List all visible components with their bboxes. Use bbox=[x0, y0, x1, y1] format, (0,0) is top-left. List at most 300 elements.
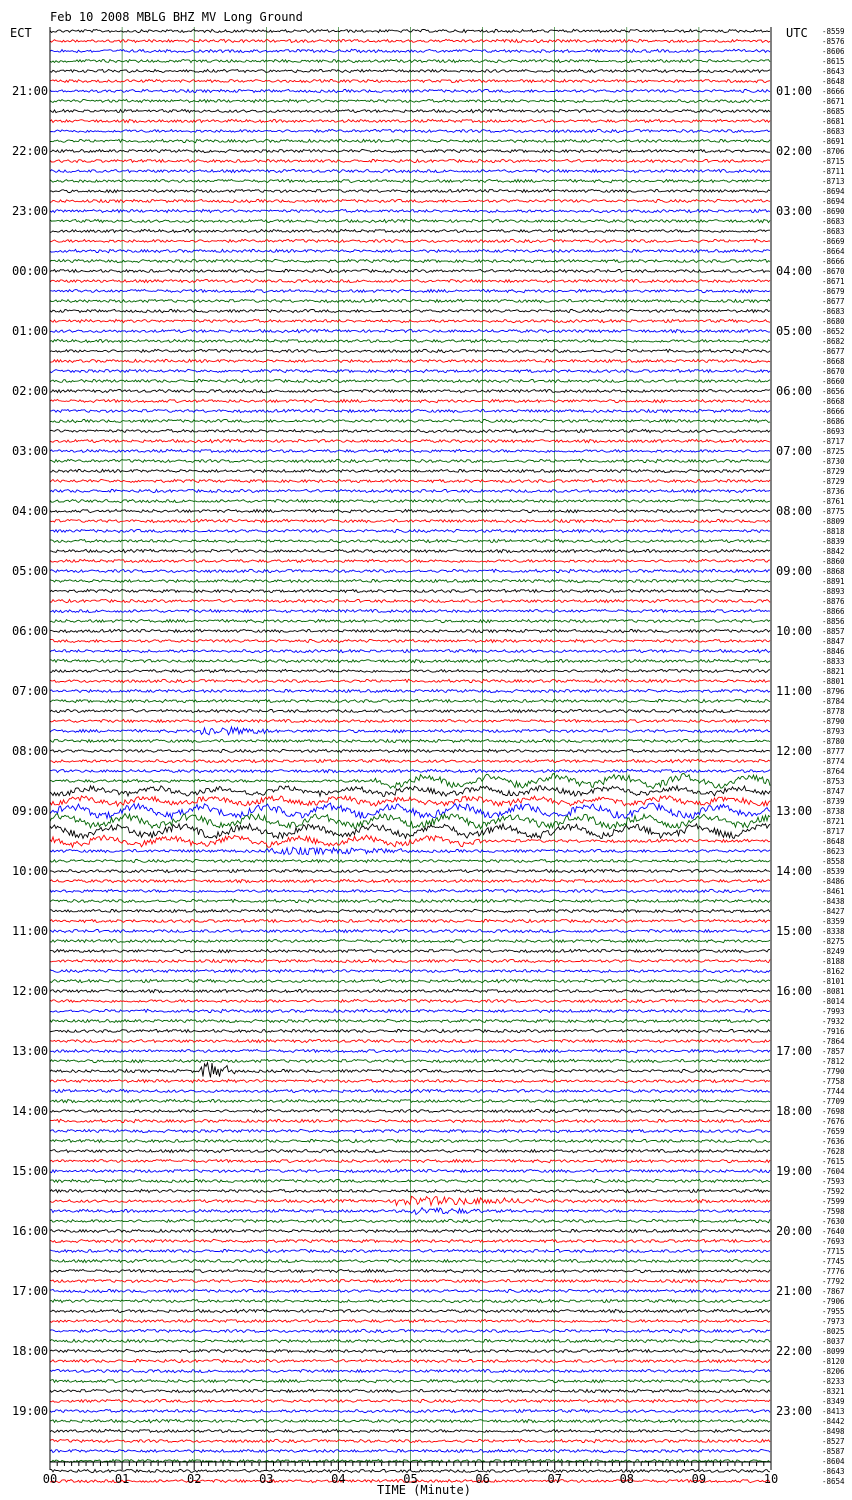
left-axis-label: ECT bbox=[10, 26, 32, 40]
left-hour-label: 23:00 bbox=[12, 204, 49, 218]
seismic-trace bbox=[50, 289, 770, 292]
trace-value-label: -7715 bbox=[822, 1247, 845, 1256]
seismic-trace bbox=[50, 199, 770, 202]
x-tick-label: 08 bbox=[619, 1472, 635, 1486]
seismic-trace bbox=[50, 609, 770, 612]
seismic-trace bbox=[50, 1219, 770, 1222]
seismic-trace bbox=[50, 339, 770, 342]
trace-value-label: -7776 bbox=[822, 1267, 845, 1276]
seismic-trace bbox=[50, 99, 770, 102]
trace-value-label: -8188 bbox=[822, 957, 845, 966]
left-hour-label: 11:00 bbox=[12, 924, 49, 938]
trace-value-label: -8736 bbox=[822, 487, 845, 496]
trace-value-label: -8793 bbox=[822, 727, 845, 736]
seismic-trace bbox=[50, 1169, 770, 1172]
trace-value-label: -8321 bbox=[822, 1387, 845, 1396]
trace-value-label: -8558 bbox=[822, 857, 845, 866]
seismic-trace bbox=[50, 699, 770, 702]
right-hour-label: 02:00 bbox=[776, 144, 813, 158]
seismic-trace bbox=[50, 1208, 770, 1215]
right-hour-label: 16:00 bbox=[776, 984, 813, 998]
trace-value-label: -8680 bbox=[822, 317, 845, 326]
x-tick-label: 02 bbox=[186, 1472, 202, 1486]
seismic-trace bbox=[50, 269, 770, 272]
left-hour-label: 18:00 bbox=[12, 1344, 49, 1358]
trace-value-label: -7745 bbox=[822, 1257, 845, 1266]
trace-value-label: -8677 bbox=[822, 347, 845, 356]
trace-value-label: -8856 bbox=[822, 617, 845, 626]
seismic-trace bbox=[50, 1389, 770, 1392]
seismic-trace bbox=[50, 579, 770, 582]
seismic-trace bbox=[50, 509, 770, 512]
seismic-trace bbox=[50, 979, 770, 982]
seismic-trace bbox=[50, 139, 770, 142]
seismic-trace bbox=[50, 379, 770, 382]
seismic-trace bbox=[50, 49, 770, 52]
x-tick-label: 05 bbox=[403, 1472, 418, 1486]
trace-value-label: -8162 bbox=[822, 967, 845, 976]
seismic-trace bbox=[50, 773, 770, 788]
seismic-trace bbox=[50, 629, 770, 632]
seismic-trace bbox=[50, 1289, 770, 1292]
seismic-trace bbox=[50, 759, 770, 762]
trace-value-labels bbox=[822, 27, 845, 1486]
trace-value-label: -8686 bbox=[822, 417, 845, 426]
seismic-trace bbox=[50, 1369, 770, 1372]
trace-value-label: -8761 bbox=[822, 497, 845, 506]
seismic-trace bbox=[50, 1196, 770, 1205]
trace-value-label: -8643 bbox=[822, 1467, 845, 1476]
trace-value-label: -8753 bbox=[822, 777, 845, 786]
trace-value-label: -8576 bbox=[822, 37, 845, 46]
right-hour-label: 22:00 bbox=[776, 1344, 813, 1358]
trace-value-label: -7640 bbox=[822, 1227, 845, 1236]
seismic-trace bbox=[50, 619, 770, 622]
trace-value-label: -8717 bbox=[822, 827, 845, 836]
right-hour-label: 05:00 bbox=[776, 324, 813, 338]
right-hour-label: 08:00 bbox=[776, 504, 813, 518]
x-tick-label: 10 bbox=[763, 1472, 779, 1486]
right-hour-label: 11:00 bbox=[776, 684, 813, 698]
seismic-trace bbox=[50, 659, 770, 662]
right-hour-label: 15:00 bbox=[776, 924, 813, 938]
seismic-trace bbox=[50, 1279, 770, 1282]
x-tick-label: 06 bbox=[475, 1472, 490, 1486]
seismic-trace bbox=[50, 1249, 770, 1252]
trace-value-label: -7598 bbox=[822, 1207, 845, 1216]
seismic-trace bbox=[50, 786, 770, 797]
x-tick-label: 00 bbox=[42, 1472, 58, 1486]
left-hour-label: 06:00 bbox=[12, 624, 49, 638]
trace-value-label: -7630 bbox=[822, 1217, 845, 1226]
trace-value-label: -8652 bbox=[822, 327, 845, 336]
seismic-trace bbox=[50, 1229, 770, 1232]
seismic-trace bbox=[50, 1269, 770, 1272]
right-hour-label: 23:00 bbox=[776, 1404, 813, 1418]
trace-value-label: -8338 bbox=[822, 927, 845, 936]
seismic-trace bbox=[50, 489, 770, 492]
trace-value-label: -7636 bbox=[822, 1137, 845, 1146]
x-tick-label: 03 bbox=[259, 1472, 274, 1486]
x-axis-ticks bbox=[43, 1462, 778, 1486]
trace-value-label: -8037 bbox=[822, 1337, 845, 1346]
seismic-trace bbox=[50, 459, 770, 462]
seismic-trace bbox=[50, 1009, 770, 1012]
seismic-trace bbox=[50, 259, 770, 262]
seismic-trace bbox=[50, 803, 770, 819]
trace-value-label: -8486 bbox=[822, 877, 845, 886]
trace-value-label: -8527 bbox=[822, 1437, 845, 1446]
seismic-trace bbox=[50, 649, 770, 652]
trace-value-label: -7676 bbox=[822, 1117, 845, 1126]
seismic-trace bbox=[50, 999, 770, 1002]
trace-value-label: -8081 bbox=[822, 987, 845, 996]
seismic-trace bbox=[50, 1159, 770, 1162]
seismic-trace bbox=[50, 1089, 770, 1092]
trace-value-label: -8648 bbox=[822, 837, 845, 846]
trace-value-label: -8893 bbox=[822, 587, 845, 596]
trace-value-label: -8790 bbox=[822, 717, 845, 726]
x-tick-label: 07 bbox=[547, 1472, 562, 1486]
seismic-trace bbox=[50, 439, 770, 442]
left-hour-label: 00:00 bbox=[12, 264, 49, 278]
seismic-trace bbox=[50, 1260, 770, 1263]
right-hour-label: 07:00 bbox=[776, 444, 813, 458]
seismic-trace bbox=[50, 959, 770, 962]
seismic-trace bbox=[50, 1309, 770, 1312]
right-hour-label: 12:00 bbox=[776, 744, 813, 758]
seismic-trace bbox=[50, 239, 770, 242]
chart-title: Feb 10 2008 MBLG BHZ MV Long Ground bbox=[50, 10, 303, 24]
trace-value-label: -8671 bbox=[822, 277, 845, 286]
right-hour-label: 19:00 bbox=[776, 1164, 813, 1178]
seismic-trace bbox=[50, 889, 770, 892]
seismic-trace bbox=[50, 559, 770, 562]
right-hour-label: 01:00 bbox=[776, 84, 813, 98]
seismic-trace bbox=[50, 599, 770, 602]
seismic-trace bbox=[50, 869, 770, 872]
x-axis-label: TIME (Minute) bbox=[377, 1483, 471, 1497]
trace-value-label: -8833 bbox=[822, 657, 845, 666]
seismic-trace bbox=[50, 1239, 770, 1242]
right-hour-label: 09:00 bbox=[776, 564, 813, 578]
seismic-trace bbox=[50, 69, 770, 72]
trace-value-label: -8666 bbox=[822, 87, 845, 96]
seismic-trace bbox=[50, 549, 770, 552]
seismic-trace bbox=[50, 1379, 770, 1382]
trace-value-label: -7744 bbox=[822, 1087, 845, 1096]
seismic-trace bbox=[50, 449, 770, 452]
seismic-trace bbox=[50, 749, 770, 752]
seismic-trace bbox=[50, 679, 770, 682]
trace-value-label: -7932 bbox=[822, 1017, 845, 1026]
seismic-trace bbox=[50, 1189, 770, 1192]
x-tick-label: 01 bbox=[114, 1472, 130, 1486]
trace-value-label: -8643 bbox=[822, 67, 845, 76]
trace-value-label: -8891 bbox=[822, 577, 845, 586]
trace-value-label: -7792 bbox=[822, 1277, 845, 1286]
seismic-trace bbox=[50, 280, 770, 283]
trace-value-label: -7916 bbox=[822, 1027, 845, 1036]
trace-value-label: -8846 bbox=[822, 647, 845, 656]
seismic-trace bbox=[50, 739, 770, 742]
seismic-trace bbox=[50, 309, 770, 312]
trace-value-label: -8442 bbox=[822, 1417, 845, 1426]
trace-value-label: -8774 bbox=[822, 757, 845, 766]
trace-value-label: -8691 bbox=[822, 137, 845, 146]
seismic-trace bbox=[50, 399, 770, 402]
trace-value-label: -8233 bbox=[822, 1377, 845, 1386]
seismic-trace bbox=[50, 1339, 770, 1342]
trace-value-label: -8671 bbox=[822, 97, 845, 106]
trace-value-label: -7906 bbox=[822, 1297, 845, 1306]
left-hour-label: 03:00 bbox=[12, 444, 49, 458]
seismic-trace bbox=[50, 319, 770, 322]
trace-value-label: -8498 bbox=[822, 1427, 845, 1436]
seismic-trace bbox=[50, 170, 770, 173]
seismic-trace bbox=[50, 1059, 770, 1062]
seismic-trace bbox=[50, 669, 770, 672]
seismic-trace bbox=[50, 1129, 770, 1132]
right-hour-label: 13:00 bbox=[776, 804, 813, 818]
seismic-trace bbox=[50, 930, 770, 933]
seismic-trace bbox=[50, 430, 770, 433]
trace-value-label: -8206 bbox=[822, 1367, 845, 1376]
seismic-trace bbox=[50, 1439, 770, 1442]
trace-value-label: -8778 bbox=[822, 707, 845, 716]
seismic-trace bbox=[50, 1410, 770, 1413]
left-hour-label: 02:00 bbox=[12, 384, 49, 398]
seismic-trace bbox=[50, 1079, 770, 1082]
seismic-trace bbox=[50, 299, 770, 302]
trace-value-label: -8539 bbox=[822, 867, 845, 876]
trace-value-label: -8725 bbox=[822, 447, 845, 456]
trace-value-label: -8249 bbox=[822, 947, 845, 956]
trace-value-label: -8461 bbox=[822, 887, 845, 896]
right-hour-label: 04:00 bbox=[776, 264, 813, 278]
seismic-trace bbox=[50, 390, 770, 393]
right-hour-label: 06:00 bbox=[776, 384, 813, 398]
seismic-trace bbox=[50, 409, 770, 412]
right-hour-label: 20:00 bbox=[776, 1224, 813, 1238]
trace-value-label: -8780 bbox=[822, 737, 845, 746]
x-tick-label: 04 bbox=[331, 1472, 346, 1486]
trace-value-label: -8693 bbox=[822, 427, 845, 436]
trace-value-label: -8668 bbox=[822, 397, 845, 406]
seismic-trace bbox=[50, 1399, 770, 1402]
trace-value-label: -8660 bbox=[822, 377, 845, 386]
seismic-trace bbox=[50, 919, 770, 922]
trace-value-label: -8438 bbox=[822, 897, 845, 906]
seismic-trace bbox=[50, 229, 770, 232]
right-hour-label: 21:00 bbox=[776, 1284, 813, 1298]
trace-value-label: -7955 bbox=[822, 1307, 845, 1316]
trace-value-label: -7973 bbox=[822, 1317, 845, 1326]
seismic-trace bbox=[50, 89, 770, 92]
trace-value-label: -8275 bbox=[822, 937, 845, 946]
trace-value-label: -8717 bbox=[822, 437, 845, 446]
left-hour-label: 16:00 bbox=[12, 1224, 49, 1238]
trace-value-label: -8664 bbox=[822, 247, 845, 256]
trace-value-label: -8706 bbox=[822, 147, 845, 156]
trace-value-label: -8677 bbox=[822, 297, 845, 306]
right-hour-label: 14:00 bbox=[776, 864, 813, 878]
seismic-trace bbox=[50, 1019, 770, 1022]
seismic-trace bbox=[50, 949, 770, 952]
left-hour-label: 10:00 bbox=[12, 864, 49, 878]
right-axis-label: UTC bbox=[786, 26, 808, 40]
seismic-trace bbox=[50, 189, 770, 192]
trace-value-label: -8413 bbox=[822, 1407, 845, 1416]
seismic-trace bbox=[50, 39, 770, 42]
trace-value-label: -8654 bbox=[822, 1477, 845, 1486]
seismic-trace bbox=[50, 1359, 770, 1362]
trace-value-label: -8120 bbox=[822, 1357, 845, 1366]
seismic-trace bbox=[50, 1179, 770, 1182]
trace-value-label: -8670 bbox=[822, 367, 845, 376]
trace-value-label: -7864 bbox=[822, 1037, 845, 1046]
trace-value-label: -8777 bbox=[822, 747, 845, 756]
trace-value-label: -8427 bbox=[822, 907, 845, 916]
seismic-trace bbox=[50, 1049, 770, 1052]
seismic-trace bbox=[50, 569, 770, 572]
seismic-trace bbox=[50, 519, 770, 522]
seismic-trace bbox=[50, 899, 770, 902]
trace-value-label: -8860 bbox=[822, 557, 845, 566]
seismic-trace bbox=[50, 1119, 770, 1122]
trace-value-label: -8559 bbox=[822, 27, 845, 36]
trace-value-label: -7867 bbox=[822, 1287, 845, 1296]
seismic-trace bbox=[50, 1429, 770, 1432]
trace-value-label: -8713 bbox=[822, 177, 845, 186]
seismic-trace bbox=[50, 639, 770, 642]
trace-value-label: -8738 bbox=[822, 807, 845, 816]
left-hour-labels bbox=[12, 84, 48, 1418]
seismic-trace bbox=[50, 1419, 770, 1422]
trace-value-label: -8666 bbox=[822, 407, 845, 416]
seismic-trace bbox=[50, 540, 770, 543]
trace-value-label: -8818 bbox=[822, 527, 845, 536]
trace-value-label: -7593 bbox=[822, 1177, 845, 1186]
trace-value-label: -8014 bbox=[822, 997, 845, 1006]
seismic-trace bbox=[50, 369, 770, 372]
trace-value-label: -8683 bbox=[822, 227, 845, 236]
seismic-trace bbox=[50, 29, 770, 32]
seismic-trace bbox=[50, 1109, 770, 1112]
trace-value-label: -7659 bbox=[822, 1127, 845, 1136]
seismic-trace bbox=[50, 329, 770, 332]
trace-value-label: -8685 bbox=[822, 107, 845, 116]
trace-value-label: -8694 bbox=[822, 187, 845, 196]
left-hour-label: 17:00 bbox=[12, 1284, 49, 1298]
trace-value-label: -8683 bbox=[822, 217, 845, 226]
seismic-trace bbox=[50, 689, 770, 692]
seismic-trace bbox=[50, 1029, 770, 1032]
seismic-trace bbox=[50, 499, 770, 502]
seismic-trace bbox=[50, 119, 770, 122]
seismic-trace bbox=[50, 859, 770, 862]
seismic-trace bbox=[50, 796, 770, 806]
left-hour-label: 22:00 bbox=[12, 144, 49, 158]
trace-value-label: -8730 bbox=[822, 457, 845, 466]
trace-value-label: -7592 bbox=[822, 1187, 845, 1196]
seismic-trace bbox=[50, 1449, 770, 1452]
right-hour-label: 18:00 bbox=[776, 1104, 813, 1118]
trace-value-label: -8821 bbox=[822, 667, 845, 676]
trace-value-label: -8842 bbox=[822, 547, 845, 556]
trace-value-label: -7599 bbox=[822, 1197, 845, 1206]
seismic-trace bbox=[50, 129, 770, 132]
seismic-trace bbox=[50, 1150, 770, 1153]
seismic-trace bbox=[50, 719, 770, 722]
left-hour-label: 19:00 bbox=[12, 1404, 49, 1418]
trace-value-label: -8101 bbox=[822, 977, 845, 986]
seismic-traces bbox=[50, 29, 770, 1482]
left-hour-label: 05:00 bbox=[12, 564, 49, 578]
trace-value-label: -7604 bbox=[822, 1167, 845, 1176]
seismic-trace bbox=[50, 60, 770, 63]
seismic-trace bbox=[50, 1329, 770, 1332]
trace-value-label: -8784 bbox=[822, 697, 845, 706]
trace-value-label: -8775 bbox=[822, 507, 845, 516]
seismic-trace bbox=[50, 1040, 770, 1043]
left-hour-label: 15:00 bbox=[12, 1164, 49, 1178]
seismic-trace bbox=[50, 1063, 770, 1078]
left-hour-label: 13:00 bbox=[12, 1044, 49, 1058]
trace-value-label: -8694 bbox=[822, 197, 845, 206]
trace-value-label: -8025 bbox=[822, 1327, 845, 1336]
seismic-trace bbox=[50, 479, 770, 482]
seismic-trace bbox=[50, 80, 770, 83]
seismic-trace bbox=[50, 149, 770, 152]
seismic-trace bbox=[50, 909, 770, 912]
seismic-trace bbox=[50, 939, 770, 942]
trace-value-label: -7698 bbox=[822, 1107, 845, 1116]
trace-value-label: -7790 bbox=[822, 1067, 845, 1076]
seismic-trace bbox=[50, 219, 770, 222]
left-hour-label: 09:00 bbox=[12, 804, 49, 818]
x-tick-label: 09 bbox=[691, 1472, 707, 1486]
trace-value-label: -8359 bbox=[822, 917, 845, 926]
trace-value-label: -8679 bbox=[822, 287, 845, 296]
seismic-trace bbox=[50, 179, 770, 182]
seismic-trace bbox=[50, 847, 770, 855]
seismic-trace bbox=[50, 1099, 770, 1102]
seismic-trace bbox=[50, 1139, 770, 1142]
right-hour-label: 10:00 bbox=[776, 624, 813, 638]
seismic-trace bbox=[50, 727, 770, 735]
trace-value-label: -7993 bbox=[822, 1007, 845, 1016]
trace-value-label: -8876 bbox=[822, 597, 845, 606]
left-hour-label: 12:00 bbox=[12, 984, 49, 998]
trace-value-label: -7709 bbox=[822, 1097, 845, 1106]
trace-value-label: -8606 bbox=[822, 47, 845, 56]
left-hour-label: 01:00 bbox=[12, 324, 49, 338]
seismic-trace bbox=[50, 359, 770, 362]
seismic-trace bbox=[50, 249, 770, 252]
trace-value-label: -8623 bbox=[822, 847, 845, 856]
trace-value-label: -8801 bbox=[822, 677, 845, 686]
seismic-trace bbox=[50, 879, 770, 882]
right-hour-labels bbox=[776, 84, 812, 1418]
seismic-trace bbox=[50, 769, 770, 772]
seismic-trace bbox=[50, 209, 770, 212]
trace-value-label: -8669 bbox=[822, 237, 845, 246]
trace-value-label: -8839 bbox=[822, 537, 845, 546]
seismic-trace bbox=[50, 709, 770, 712]
trace-value-label: -8099 bbox=[822, 1347, 845, 1356]
trace-value-label: -7693 bbox=[822, 1237, 845, 1246]
